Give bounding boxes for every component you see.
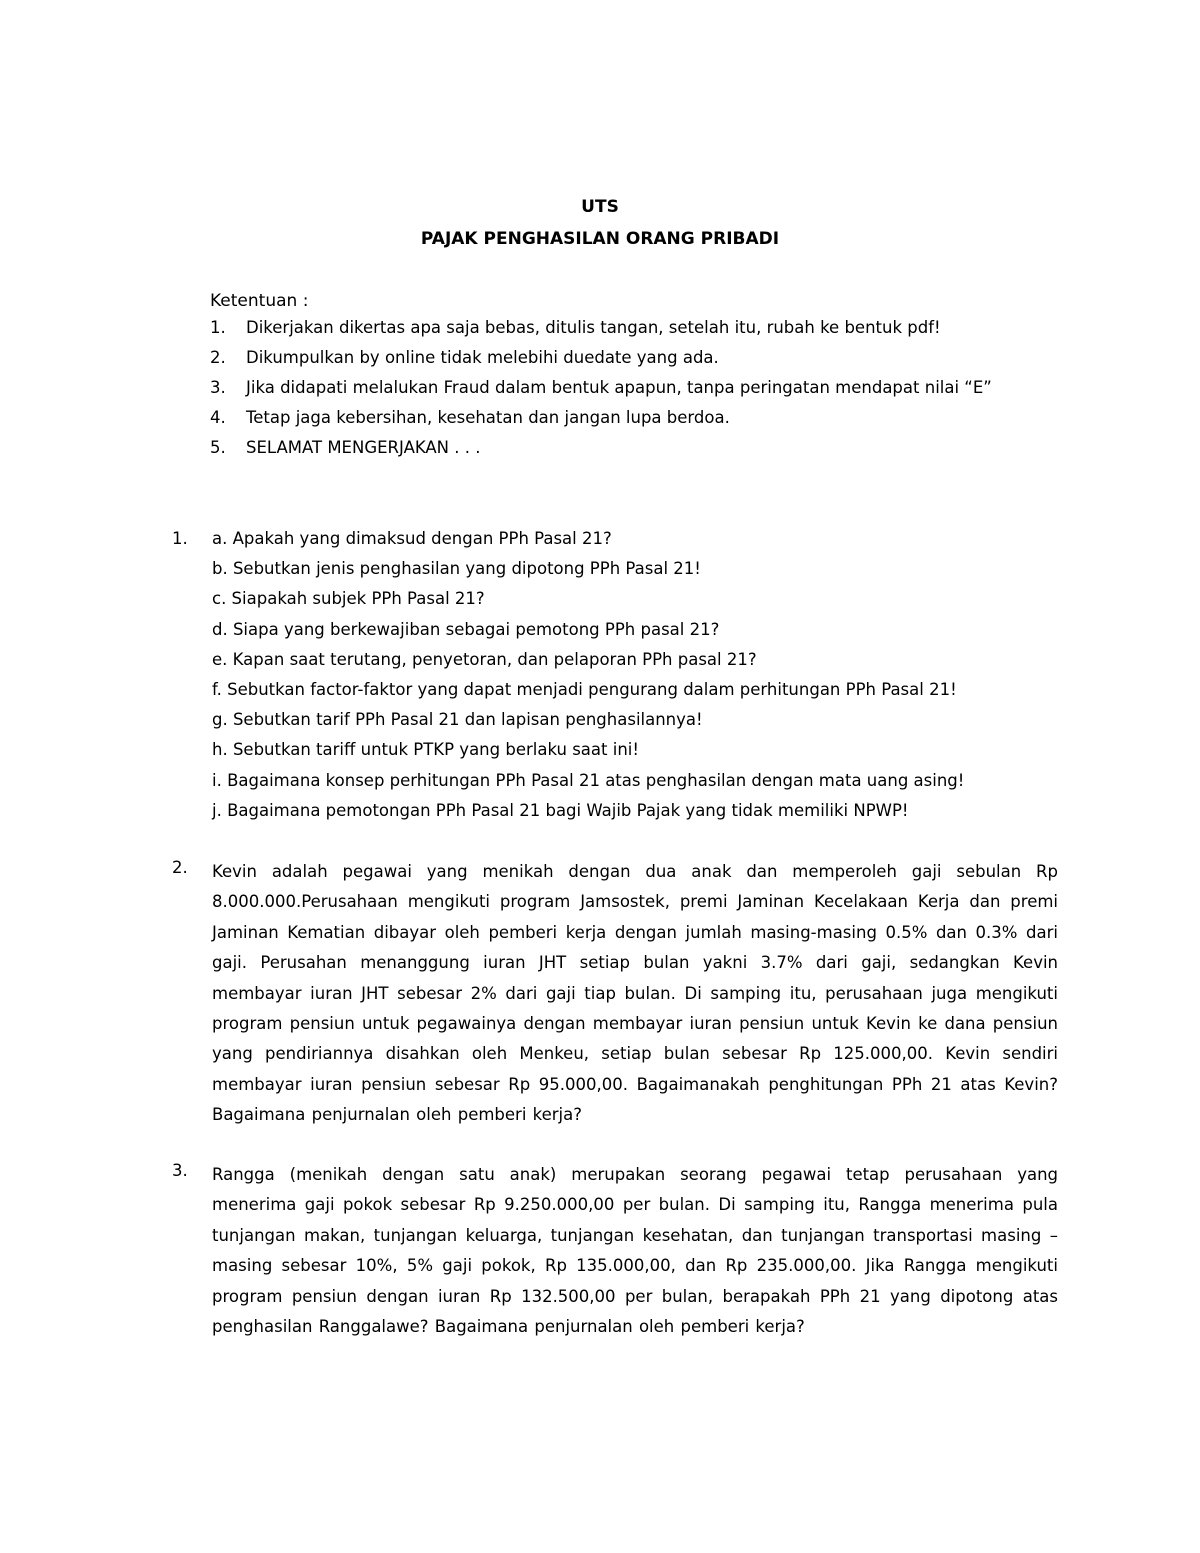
sub-question-c: c. Siapakah subjek PPh Pasal 21? [212, 589, 485, 609]
rule-text: SELAMAT MENGERJAKAN . . . [246, 438, 481, 457]
question-body [212, 1160, 1058, 1342]
sub-question-g: g. Sebutkan tarif PPh Pasal 21 dan lapisan penghasilannya! [212, 710, 703, 730]
rule-number: 1. [210, 318, 226, 337]
rule-item [210, 407, 1090, 437]
question-body [212, 528, 1058, 830]
rule-number: 2. [210, 348, 226, 367]
sub-question-i: i. Bagaimana konsep perhitungan PPh Pasal 21 atas penghasilan dengan mata uang asing! [212, 770, 965, 790]
sub-question-f: f. Sebutkan factor-faktor yang dapat menjadi pengurang dalam perhitungan PPh Pasal 21! [212, 679, 957, 699]
rule-text: Dikerjakan dikertas apa saja bebas, ditulis tangan, setelah itu, rubah ke bentuk pdf! [246, 318, 941, 337]
question-text: Kevin adalah pegawai yang menikah dengan dua anak dan memperoleh gaji sebulan Rp 8.000.000.Perusahaan mengikuti program Jamsostek, premi Jaminan Kecelakaan Kerja dan premi Jaminan Kematian dibayar oleh pemberi kerja dengan jumlah masing-masing 0.5% dan 0.3% dari gaji. Perusahan menanggung iuran JHT setiap bulan yakni 3.7% dari gaji, sedangkan Kevin membayar iuran JHT sebesar 2% dari gaji tiap bulan. Di samping itu, perusahaan juga mengikuti program pensiun untuk pegawainya dengan membayar iuran pensiun untuk Kevin ke dana pensiun yang pendiriannya disahkan oleh Menkeu, setiap bulan sebesar Rp 125.000,00. Kevin sendiri membayar iuran pensiun sebesar Rp 95.000,00. Bagaimanakah penghitungan PPh 21 atas Kevin? Bagaimana penjurnalan oleh pemberi kerja? [212, 862, 1058, 1125]
sub-question-a: a. Apakah yang dimaksud dengan PPh Pasal 21? [212, 529, 612, 548]
question-number: 3. [172, 1161, 188, 1180]
rule-number: 5. [210, 438, 226, 457]
question-number: 1. [172, 529, 188, 548]
sub-question-h: h. Sebutkan tariff untuk PTKP yang berlaku saat ini! [212, 740, 639, 760]
rule-item [210, 347, 1090, 377]
question-number: 2. [172, 858, 188, 877]
sub-question-d: d. Siapa yang berkewajiban sebagai pemotong PPh pasal 21? [212, 619, 720, 639]
rule-number: 3. [210, 378, 226, 397]
rule-number: 4. [210, 408, 226, 427]
rule-text: Dikumpulkan by online tidak melebihi duedate yang ada. [246, 348, 719, 367]
rule-item [210, 437, 1090, 467]
document-subtitle: PAJAK PENGHASILAN ORANG PRIBADI [420, 229, 780, 249]
rules-heading: Ketentuan : [210, 291, 309, 311]
sub-question-e: e. Kapan saat terutang, penyetoran, dan pelaporan PPh pasal 21? [212, 649, 757, 669]
rule-text: Jika didapati melalukan Fraud dalam bentuk apapun, tanpa peringatan mendapat nilai “E” [246, 378, 992, 397]
question-text: Rangga (menikah dengan satu anak) merupakan seorang pegawai tetap perusahaan yang menerima gaji pokok sebesar Rp 9.250.000,00 per bulan. Di samping itu, Rangga menerima pula tunjangan makan, tunjangan keluarga, tunjangan kesehatan, dan tunjangan transportasi masing – masing sebesar 10%, 5% gaji pokok, Rp 135.000,00, dan Rp 235.000,00. Jika Rangga mengikuti program pensiun dengan iuran Rp 132.500,00 per bulan, berapakah PPh 21 yang dipotong atas penghasilan Ranggalawe? Bagaimana penjurnalan oleh pemberi kerja? [212, 1165, 1058, 1337]
question-body [212, 857, 1058, 1131]
sub-question-b: b. Sebutkan jenis penghasilan yang dipotong PPh Pasal 21! [212, 559, 701, 579]
rule-text: Tetap jaga kebersihan, kesehatan dan jangan lupa berdoa. [246, 408, 730, 427]
sub-question-j: j. Bagaimana pemotongan PPh Pasal 21 bagi Wajib Pajak yang tidak memiliki NPWP! [212, 800, 909, 820]
rule-item [210, 377, 1090, 407]
document-title: UTS [581, 197, 619, 217]
sub-question-list [212, 528, 1058, 830]
rules-list [210, 317, 1090, 467]
rule-item [210, 317, 1090, 347]
